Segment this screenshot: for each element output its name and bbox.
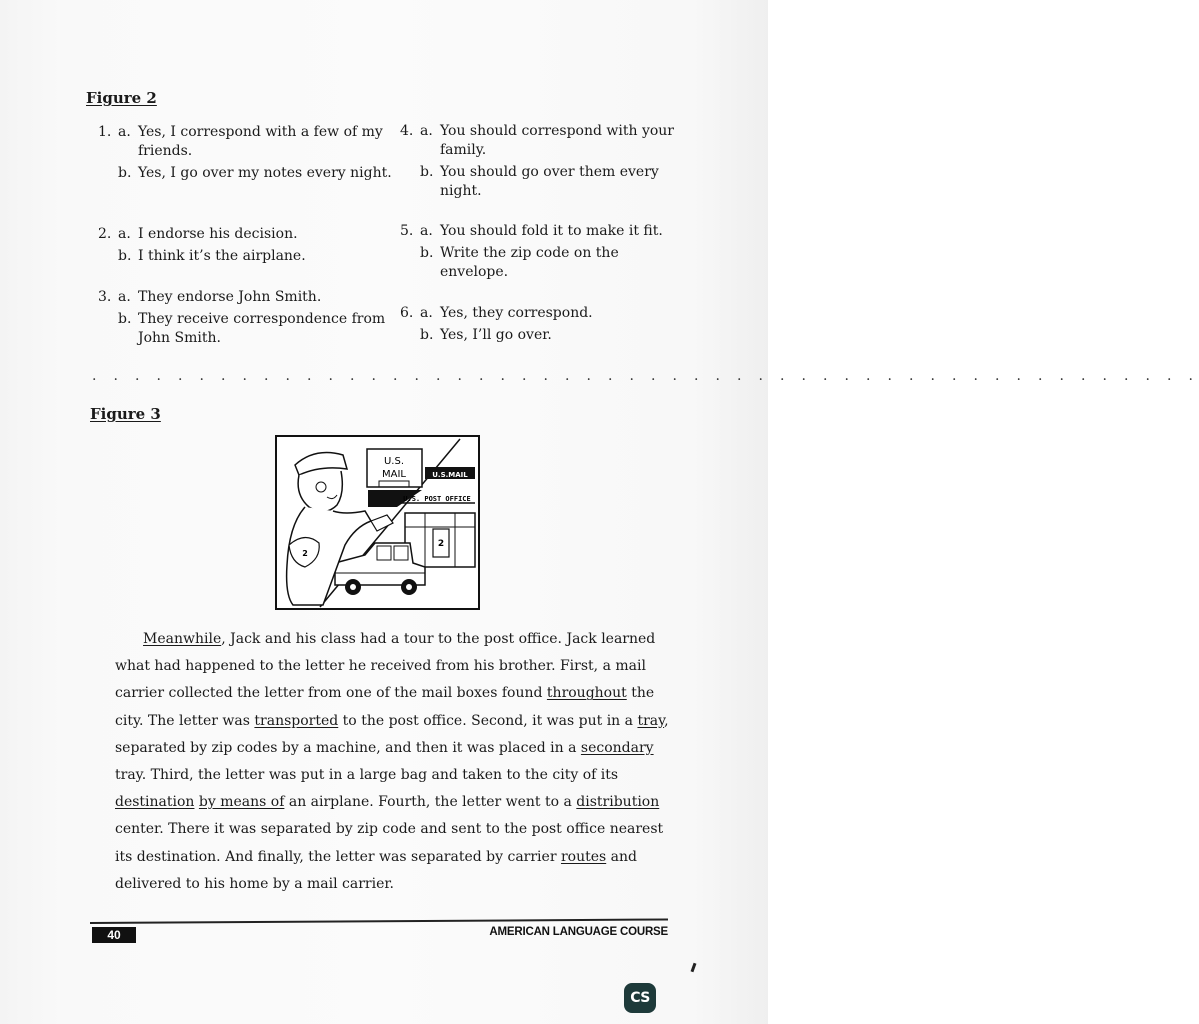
passage-line: destination by means of an airplane. Fourth, the letter went to a distribution (115, 794, 660, 811)
vocab-word: tray (637, 712, 665, 729)
answer-option-b (98, 310, 398, 348)
question-1 (98, 123, 398, 183)
answer-option-a (400, 304, 690, 323)
vocab-word: transported (254, 712, 339, 729)
figure-2-heading: Figure 2 (86, 89, 157, 107)
answer-option-b (400, 244, 690, 282)
question-number: 2. (98, 226, 112, 242)
passage-line: separated by zip codes by a machine, and then it was placed in a secondary (115, 739, 654, 756)
answer-text: You should fold it to make it fit. (440, 223, 663, 239)
option-letter: a. (420, 305, 433, 321)
answer-text: I endorse his decision. (138, 226, 298, 242)
question-number: 5. (400, 223, 414, 239)
option-letter: b. (118, 165, 132, 181)
answer-text: Yes, they correspond. (440, 305, 593, 321)
question-2 (98, 225, 398, 266)
svg-text:U.S.: U.S. (383, 456, 405, 467)
figure-3-heading: Figure 3 (90, 405, 161, 423)
passage-line: its destination. And finally, the letter was separated by carrier routes and (115, 848, 637, 865)
svg-text:MAIL: MAIL (382, 469, 406, 480)
passage-line: delivered to his home by a mail carrier. (115, 875, 394, 892)
page-number: 40 (92, 927, 136, 943)
camscanner-badge: CS (624, 983, 656, 1013)
answer-text: Yes, I correspond with a few of my friends. (138, 124, 383, 159)
answer-text: You should correspond with your family. (440, 123, 675, 158)
answer-option-a (400, 222, 690, 241)
option-letter: b. (420, 245, 434, 261)
mail-carrier-illustration (275, 435, 480, 610)
answer-option-a (98, 288, 398, 307)
passage-line: what had happened to the letter he received from his brother. First, a mail (115, 658, 646, 675)
passage-line: city. The letter was transported to the post office. Second, it was put in a tray, (115, 712, 669, 729)
option-letter: b. (118, 248, 132, 264)
svg-text:U.S. POST OFFICE: U.S. POST OFFICE (403, 495, 471, 503)
svg-text:U.S.MAIL: U.S.MAIL (432, 471, 468, 479)
option-letter: b. (420, 327, 434, 343)
answer-text: They receive correspondence from John Smith. (138, 311, 386, 346)
answer-text: Yes, I’ll go over. (440, 327, 552, 343)
answer-text: Yes, I go over my notes every night. (138, 165, 392, 181)
option-letter: a. (420, 123, 433, 139)
vocab-word: throughout (546, 685, 627, 702)
vocab-word: routes (560, 848, 607, 865)
answer-option-b (400, 326, 690, 345)
option-letter: b. (118, 311, 132, 327)
question-number: 1. (98, 124, 112, 140)
question-4 (400, 122, 690, 201)
question-5 (400, 222, 690, 282)
answer-option-b (98, 164, 398, 183)
answer-text: They endorse John Smith. (138, 289, 322, 305)
answer-text: I think it’s the airplane. (138, 248, 306, 264)
answer-option-b (98, 247, 398, 266)
option-letter: a. (118, 226, 131, 242)
answer-option-b (400, 163, 690, 201)
question-number: 3. (98, 289, 112, 305)
answer-option-a (98, 123, 398, 161)
reading-passage (115, 626, 669, 898)
footer-rule (90, 918, 668, 924)
vocab-word: distribution (576, 794, 660, 811)
question-3 (98, 288, 398, 348)
passage-line: center. There it was separated by zip code and sent to the post office nearest (115, 821, 664, 838)
question-number: 4. (400, 123, 414, 139)
vocab-word: destination (115, 794, 195, 811)
option-letter: b. (420, 164, 434, 180)
vocab-word: by means of (198, 794, 285, 811)
course-name: AMERICAN LANGUAGE COURSE (489, 926, 668, 938)
question-6 (400, 304, 690, 345)
answer-option-a (400, 122, 690, 160)
question-number: 6. (400, 305, 414, 321)
option-letter: a. (118, 289, 131, 305)
option-letter: a. (118, 124, 131, 140)
option-letter: a. (420, 223, 433, 239)
passage-line: tray. Third, the letter was put in a large bag and taken to the city of its (115, 767, 619, 784)
answer-text: Write the zip code on the envelope. (440, 245, 619, 280)
svg-text:2: 2 (302, 549, 308, 558)
passage-line: Meanwhile, Jack and his class had a tour to the post office. Jack learned (143, 631, 656, 647)
scan-edge-mark (691, 963, 697, 972)
us-mail-sign (367, 449, 422, 487)
dotted-separator: . . . . . . . . . . . . . . . . . . . . . . . . . . . . . . . . . . . . . . . . . . . . . . . . . . . . (92, 368, 1199, 384)
svg-text:2: 2 (437, 539, 445, 549)
answer-text: You should go over them every night. (440, 164, 659, 199)
vocab-word: Meanwhile (143, 631, 222, 647)
passage-line: carrier collected the letter from one of the mail boxes found throughout the (115, 685, 655, 702)
answer-option-a (98, 225, 398, 244)
vocab-word: secondary (580, 739, 654, 756)
